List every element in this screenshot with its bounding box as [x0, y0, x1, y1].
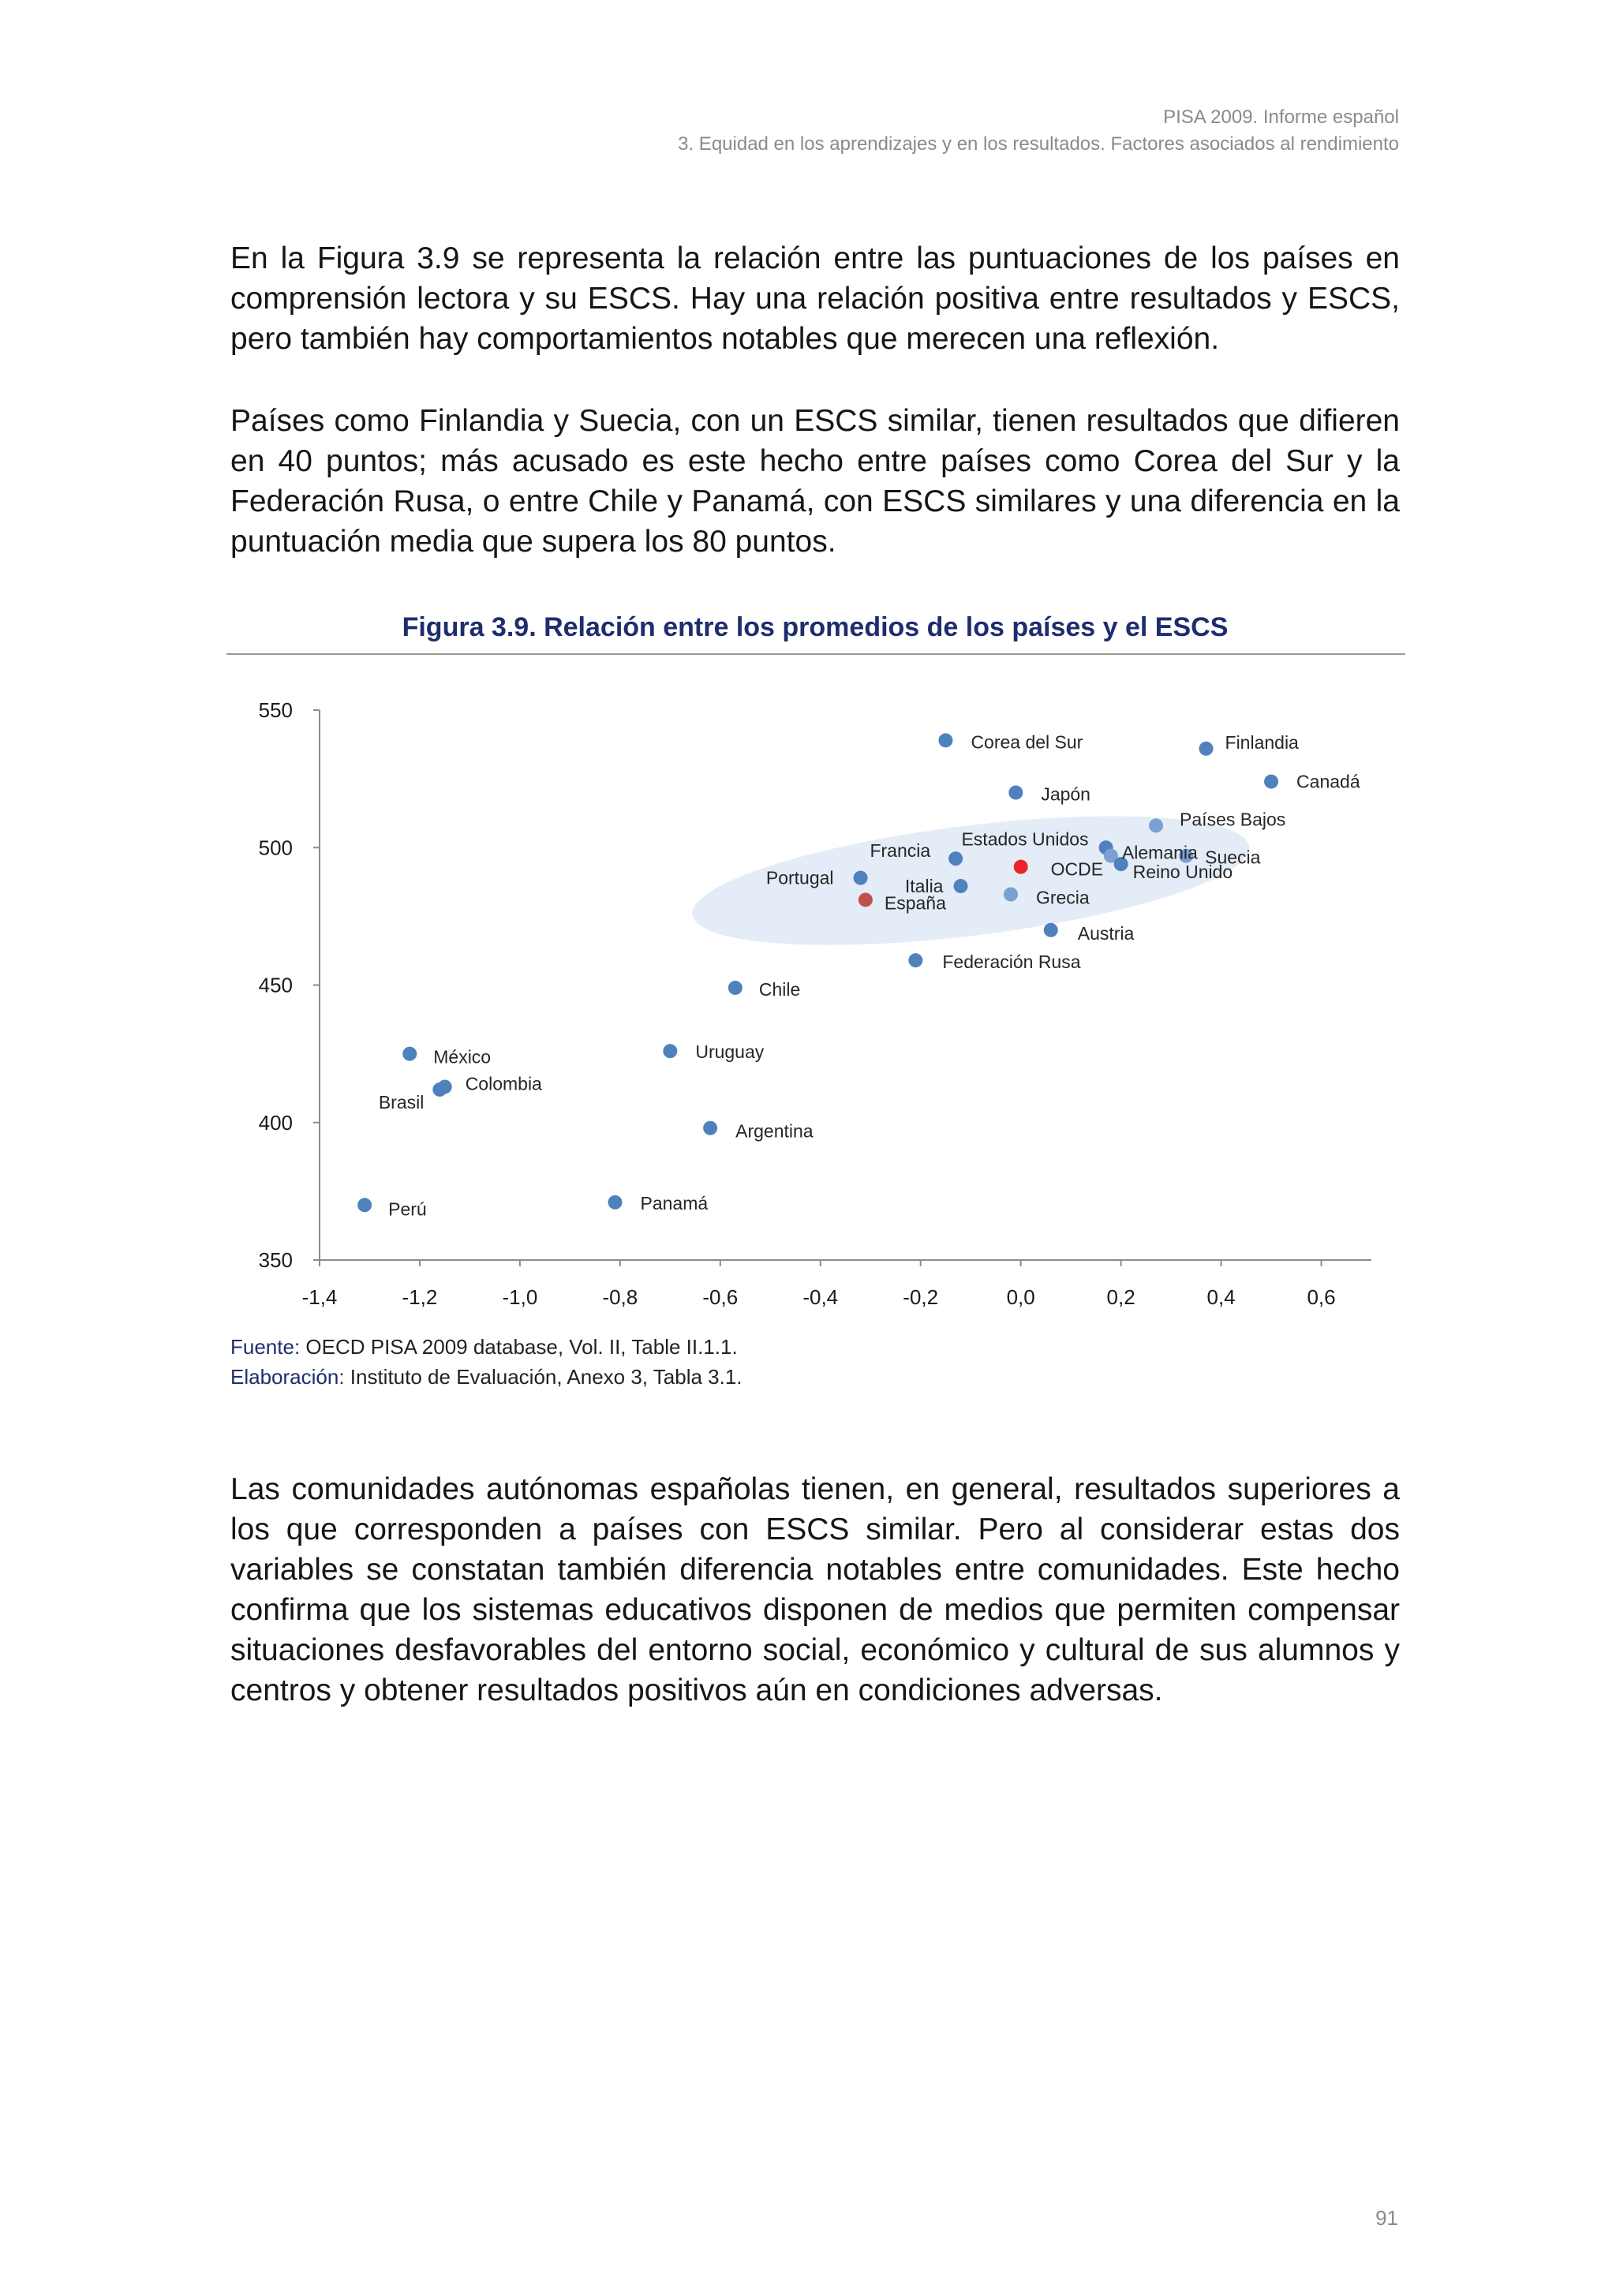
figure-title-rule: [226, 653, 1405, 655]
x-tick-label: 0,4: [1206, 1285, 1236, 1309]
elaboration-label: Elaboración:: [230, 1365, 345, 1389]
point-argentina: [703, 1121, 717, 1135]
point-corea-del-sur: [938, 733, 952, 747]
x-tick-label: 0,0: [1006, 1285, 1035, 1309]
point-grecia: [1004, 887, 1018, 901]
point-canada: [1264, 775, 1278, 789]
point-uruguay: [663, 1044, 677, 1058]
point-ocde: [1014, 860, 1028, 874]
point-label-reino-unido: Reino Unido: [1132, 862, 1233, 883]
y-tick-label: 450: [258, 973, 293, 997]
body-paragraph-2: Países como Finlandia y Suecia, con un ESCS similar, tienen resultados que difieren en 40 puntos; más acusado es este hecho entre países como Corea del Sur y la Federación Rusa, o entre Chile y Panamá, con ESCS similares y una diferencia en la puntuación media que supera los 80 puntos.: [230, 404, 1400, 559]
point-label-ocde: OCDE: [1050, 858, 1104, 880]
x-tick-label: 0,2: [1106, 1285, 1135, 1309]
x-tick-label: -1,2: [402, 1285, 438, 1309]
x-tick-label: -1,0: [502, 1285, 538, 1309]
point-paises-bajos: [1149, 818, 1163, 832]
y-tick-label: 350: [258, 1248, 293, 1272]
y-tick-label: 400: [258, 1110, 293, 1135]
body-paragraph-3: Las comunidades autónomas españolas tienen, en general, resultados superiores a los que corresponden a países con ESCS similar. Pero al considerar estas dos variables se constatan también diferencia notables entre comunidades. Este hecho confirma que los sistemas educativos disponen de medios que permiten compensar situaciones desfavorables del entorno social, económico y cultural de sus alumnos y centros y obtener resultados positivos aún en condiciones adversas.: [230, 1472, 1400, 1707]
source-label: Fuente:: [230, 1335, 301, 1359]
point-label-corea-del-sur: Corea del Sur: [971, 731, 1083, 753]
point-espana: [858, 892, 873, 907]
point-label-espana: España: [884, 892, 946, 914]
point-mexico: [402, 1047, 417, 1061]
point-federacion-rusa: [908, 953, 922, 967]
page-number: 91: [1375, 2206, 1398, 2230]
point-label-chile: Chile: [758, 978, 801, 1000]
y-tick-label: 500: [258, 836, 293, 860]
point-label-argentina: Argentina: [735, 1120, 814, 1142]
point-label-finlandia: Finlandia: [1225, 731, 1299, 753]
point-label-mexico: México: [433, 1046, 492, 1068]
scatter-chart: [221, 679, 1405, 1318]
point-label-colombia: Colombia: [465, 1073, 542, 1094]
point-label-peru: Perú: [388, 1198, 427, 1220]
running-head-title: PISA 2009. Informe español: [1163, 107, 1399, 128]
point-label-suecia: Suecia: [1205, 847, 1261, 868]
point-chile: [728, 981, 743, 995]
elaboration-text: Instituto de Evaluación, Anexo 3, Tabla 3.1.: [344, 1365, 743, 1389]
point-label-italia: Italia: [904, 876, 944, 897]
running-head-chapter: 3. Equidad en los aprendizajes y en los resultados. Factores asociados al rendimiento: [678, 133, 1399, 155]
running-head: [678, 104, 1399, 158]
point-austria: [1044, 923, 1058, 937]
x-tick-label: 0,6: [1307, 1285, 1336, 1309]
point-italia: [953, 879, 967, 893]
point-portugal: [854, 871, 868, 885]
point-label-austria: Austria: [1077, 922, 1135, 944]
point-label-federacion-rusa: Federación Rusa: [942, 952, 1081, 973]
point-label-alemania: Alemania: [1121, 842, 1198, 863]
x-tick-label: -0,4: [802, 1285, 839, 1309]
point-label-panama: Panamá: [640, 1192, 709, 1213]
body-paragraph-1: En la Figura 3.9 se representa la relación entre las puntuaciones de los países en comprensión lectora y su ESCS. Hay una relación positiva entre resultados y ESCS, pero también hay comportamientos notables que merecen una reflexión.: [230, 241, 1400, 356]
point-label-uruguay: Uruguay: [695, 1041, 765, 1063]
x-tick-label: -0,6: [702, 1285, 739, 1309]
figure-elaboration: [230, 1362, 743, 1392]
point-label-grecia: Grecia: [1035, 887, 1090, 908]
point-francia: [948, 851, 963, 866]
point-label-portugal: Portugal: [765, 867, 834, 888]
figure-source: [230, 1332, 738, 1362]
point-peru: [357, 1198, 372, 1212]
point-japon: [1008, 786, 1023, 800]
point-label-japon: Japón: [1041, 783, 1090, 805]
point-brasil: [432, 1083, 447, 1097]
point-panama: [608, 1195, 623, 1210]
point-label-brasil: Brasil: [378, 1091, 425, 1112]
x-tick-label: -1,4: [301, 1285, 338, 1309]
y-tick-label: 550: [258, 698, 293, 722]
point-finlandia: [1199, 742, 1214, 756]
x-tick-label: -0,2: [903, 1285, 939, 1309]
figure-title: Figura 3.9. Relación entre los promedios de los países y el ESCS: [402, 612, 1229, 642]
source-text: OECD PISA 2009 database, Vol. II, Table II.1.1.: [300, 1335, 738, 1359]
point-label-francia: Francia: [870, 840, 931, 862]
point-label-paises-bajos: Países Bajos: [1180, 809, 1286, 830]
point-label-canada: Canadá: [1296, 771, 1360, 792]
x-tick-label: -0,8: [602, 1285, 638, 1309]
point-label-estados-unidos: Estados Unidos: [961, 828, 1089, 850]
